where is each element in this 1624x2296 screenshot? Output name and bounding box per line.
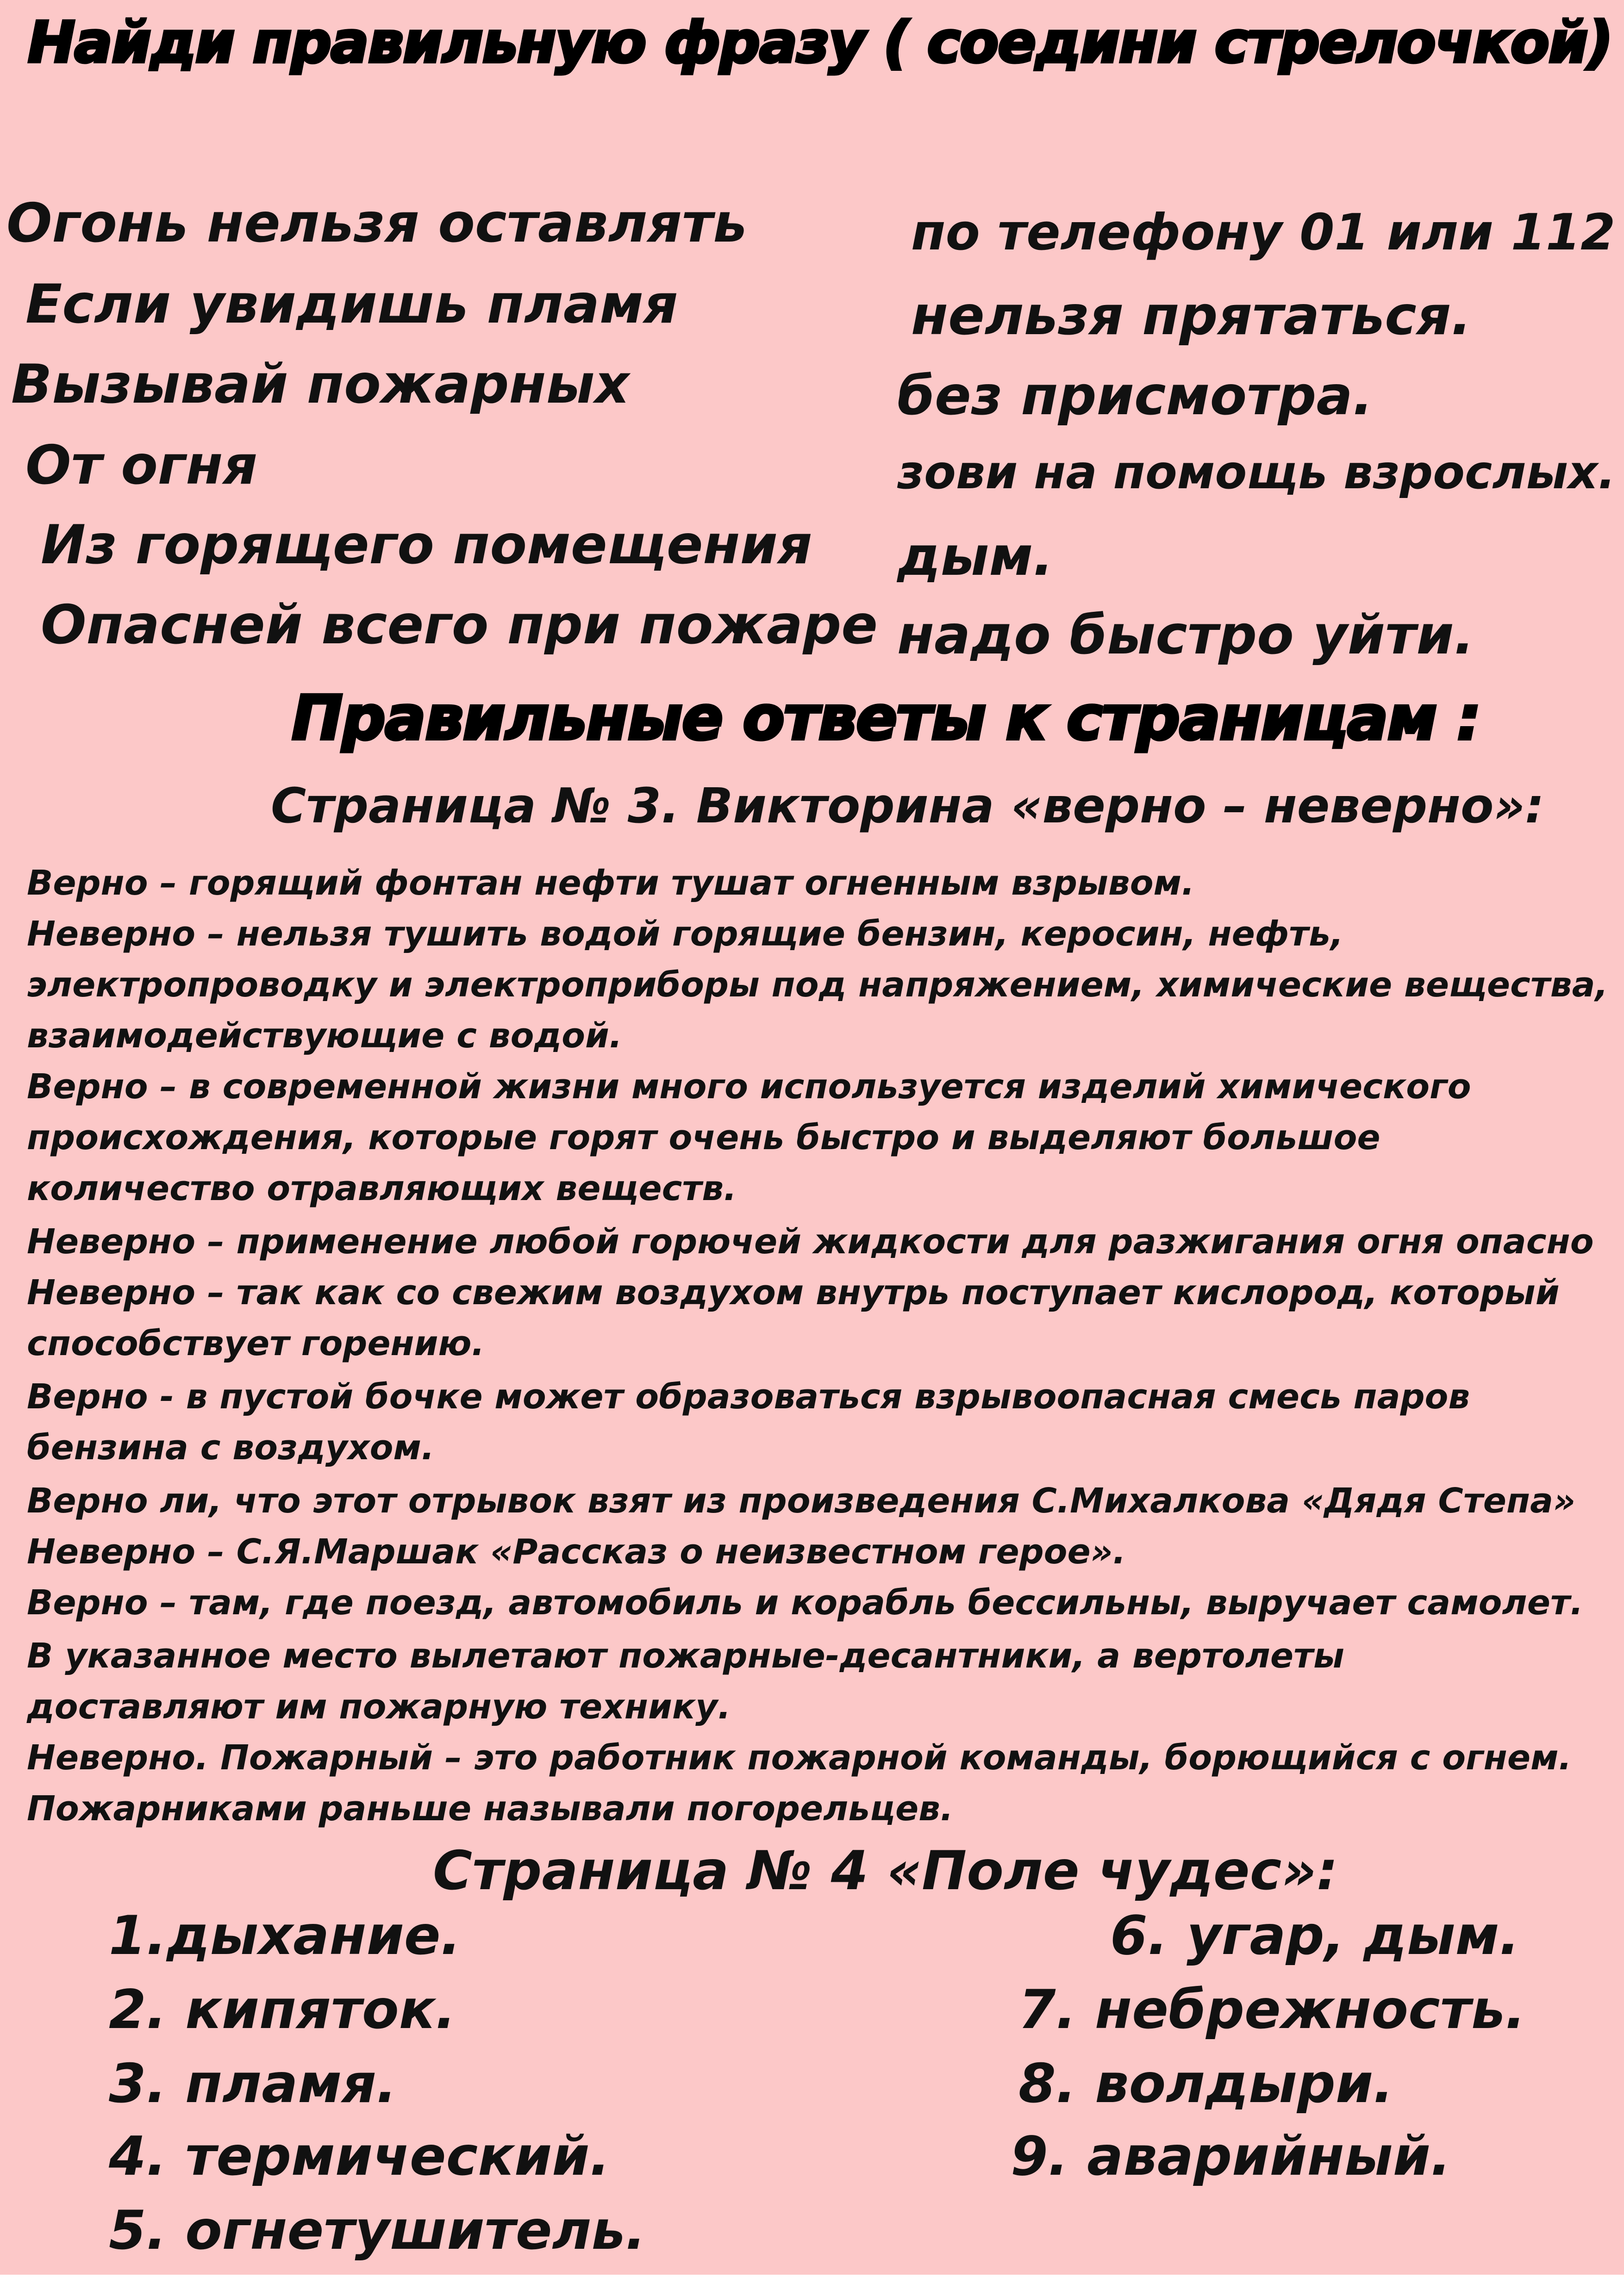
quiz-answer: 9. аварийный. xyxy=(1011,2125,1451,2188)
match-left-item: Огонь нельзя оставлять xyxy=(6,192,747,255)
match-left-item: Из горящего помещения xyxy=(41,514,812,576)
answers-title: Правильные ответы к страницам : xyxy=(292,683,1480,754)
answer-line: Неверно – нельзя тушить водой горящие бензин, керосин, нефть, xyxy=(27,914,1343,954)
answer-line: бензина с воздухом. xyxy=(27,1428,435,1468)
answer-line: Пожарниками раньше называли погорельцев. xyxy=(27,1789,954,1829)
quiz-answer: 4. термический. xyxy=(109,2125,610,2188)
quiz-answer: 3. пламя. xyxy=(109,2053,397,2115)
match-left-item: Опасней всего при пожаре xyxy=(41,594,878,656)
worksheet-title: Найди правильную фразу ( соедини стрелочкой) xyxy=(28,9,1612,75)
answer-line: электропроводку и электроприборы под напряжением, химические вещества, xyxy=(27,965,1608,1005)
quiz-answer: 1.дыхание. xyxy=(109,1904,461,1967)
match-left-item: Если увидишь пламя xyxy=(25,273,678,336)
match-right-item: без присмотра. xyxy=(897,365,1373,427)
match-right-item: зови на помощь взрослых. xyxy=(897,445,1616,499)
answer-line: взаимодействующие с водой. xyxy=(27,1016,622,1056)
answer-line: способствует горению. xyxy=(27,1324,485,1363)
quiz-answer: 8. волдыри. xyxy=(1018,2053,1394,2115)
answer-line: Верно - в пустой бочке может образоваться взрывоопасная смесь паров xyxy=(27,1377,1470,1417)
answer-line: Верно – горящий фонтан нефти тушат огненным взрывом. xyxy=(27,863,1195,903)
match-right-item: по телефону 01 или 112 xyxy=(911,204,1616,261)
page3-heading: Страница № 3. Викторина «верно – неверно»: xyxy=(271,778,1544,834)
answer-line: В указанное место вылетают пожарные-десантники, а вертолеты xyxy=(27,1636,1344,1676)
answer-line: доставляют им пожарную технику. xyxy=(27,1687,731,1727)
answer-line: Верно ли, что этот отрывок взят из произведения С.Михалкова «Дядя Степа» xyxy=(27,1481,1576,1521)
quiz-answer: 7. небрежность. xyxy=(1018,1979,1526,2041)
quiz-answer: 6. угар, дым. xyxy=(1110,1904,1520,1967)
quiz-answer: 5. огнетушитель. xyxy=(109,2199,646,2262)
match-right-item: дым. xyxy=(897,525,1054,588)
match-left-item: Вызывай пожарных xyxy=(11,353,630,416)
answer-line: Неверно – С.Я.Маршак «Рассказ о неизвестном герое». xyxy=(27,1532,1126,1572)
answer-line: Верно – там, где поезд, автомобиль и корабль бессильны, выручает самолет. xyxy=(27,1583,1583,1623)
answer-line: количество отравляющих веществ. xyxy=(27,1169,737,1208)
answer-line: происхождения, которые горят очень быстро и выделяют большое xyxy=(27,1118,1380,1157)
answer-line: Верно – в современной жизни много используется изделий химического xyxy=(27,1067,1471,1107)
match-right-item: нельзя прятаться. xyxy=(911,285,1472,347)
match-left-item: От огня xyxy=(25,434,258,497)
answer-line: Неверно – применение любой горючей жидкости для разжигания огня опасно xyxy=(27,1222,1594,1262)
answer-line: Неверно. Пожарный – это работник пожарной команды, борющийся с огнем. xyxy=(27,1738,1572,1778)
answer-line: Неверно – так как со свежим воздухом внутрь поступает кислород, который xyxy=(27,1273,1560,1313)
page4-heading: Страница № 4 «Поле чудес»: xyxy=(433,1840,1338,1902)
match-right-item: надо быстро уйти. xyxy=(897,604,1474,666)
quiz-answer: 2. кипяток. xyxy=(109,1979,456,2041)
